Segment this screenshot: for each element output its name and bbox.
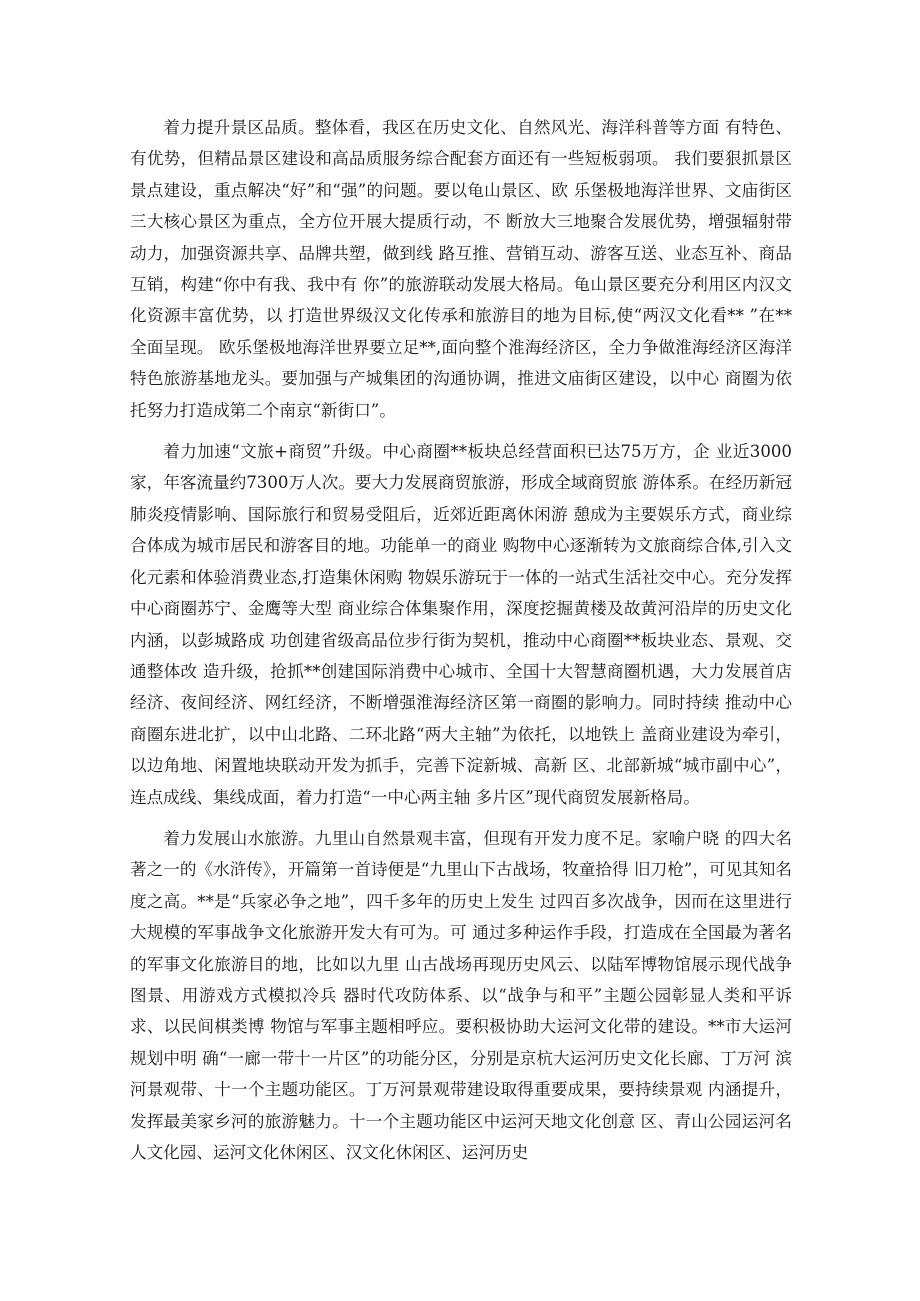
paragraph-landscape-tourism: 着力发展山水旅游。九里山自然景观丰富，但现有开发力度不足。家喻户晓 的四大名著之一的《水浒传》，开篇第一首诗便是“九里山下古战场，牧童拾得 旧刀枪”，可见其知名度之高。**是“兵家必争之地”，四千多年的历史上发生 过四百多次战争，因而在这里进行大规模的军事战争文化旅游开发大有可为。可 通过多种运作手段，打造成在全国最为著名的军事文化旅游目的地，比如以九里 山古战场再现历史风云、以陆军博物馆展示现代战争图景、用游戏方式模拟冷兵 器时代攻防体系、以“战争与和平”主题公园彰显人类和平诉求、以民间棋类博 物馆与军事主题相呼应。要积极协助大运河文化带的建设。**市大运河规划中明 确“一廊一带十一片区”的功能分区，分别是京杭大运河历史文化长廊、丁万河 滨河景观带、十一个主题功能区。丁万河景观带建设取得重要成果，要持续景观 内涵提升，发挥最美家乡河的旅游魅力。十一个主题功能区中运河天地文化创意 区、青山公园运河名人文化园、运河文化休闲区、汉文化休闲区、运河历史 (130, 828, 792, 1162)
document-body (130, 112, 792, 1178)
paragraph-culture-commerce: 着力加速“文旅+商贸”升级。中心商圈**板块总经营面积已达75万方，企 业近3000家，年客流量约7300万人次。要大力发展商贸旅游，形成全域商贸旅 游体系。在经历新冠肺炎疫情影响、国际旅行和贸易受阻后，近郊近距离休闲游 憩成为主要娱乐方式，商业综合体成为城市居民和游客目的地。功能单一的商业 购物中心逐渐转为文旅商综合体,引入文化元素和体验消费业态,打造集休闲购 物娱乐游玩于一体的一站式生活社交中心。充分发挥中心商圈苏宁、金鹰等大型 商业综合体集聚作用，深度挖掘黄楼及故黄河沿岸的历史文化内涵，以彭城路成 功创建省级高品位步行街为契机，推动中心商圈**板块业态、景观、交通整体改 造升级，抢抓**创建国际消费中心城市、全国十大智慧商圈机遇，大力发展首店 经济、夜间经济、网红经济，不断增强淮海经济区第一商圈的影响力。同时持续 推动中心商圈东进北扩，以中山北路、二环北路“两大主轴”为依托，以地铁上 盖商业建设为牵引，以边角地、闲置地块联动开发为抓手，完善下淀新城、高新 区、北部新城“城市副中心”，连点成线、集线成面，着力打造“一中心两主轴 多片区”现代商贸发展新格局。 (130, 442, 792, 807)
paragraph-scenic-quality: 着力提升景区品质。整体看，我区在历史文化、自然风光、海洋科普等方面 有特色、有优势，但精品景区建设和高品质服务综合配套方面还有一些短板弱项。 我们要狠抓景区景点建设，重点解决“好”和“强”的问题。要以龟山景区、欧 乐堡极地海洋世界、文庙街区三大核心景区为重点，全方位开展大提质行动，不 断放大三地聚合发展优势，增强辐射带动力，加强资源共享、品牌共塑，做到线 路互推、营销互动、游客互送、业态互补、商品互销，构建“你中有我、我中有 你”的旅游联动发展大格局。龟山景区要充分利用区内汉文化资源丰富优势，以 打造世界级汉文化传承和旅游目的地为目标,使“两汉文化看** ”在**全面呈现。 欧乐堡极地海洋世界要立足**,面向整个淮海经济区，全力争做淮海经济区海洋 特色旅游基地龙头。要加强与产城集团的沟通协调，推进文庙街区建设，以中心 商圈为依托努力打造成第二个南京“新街口”。 (130, 118, 792, 420)
